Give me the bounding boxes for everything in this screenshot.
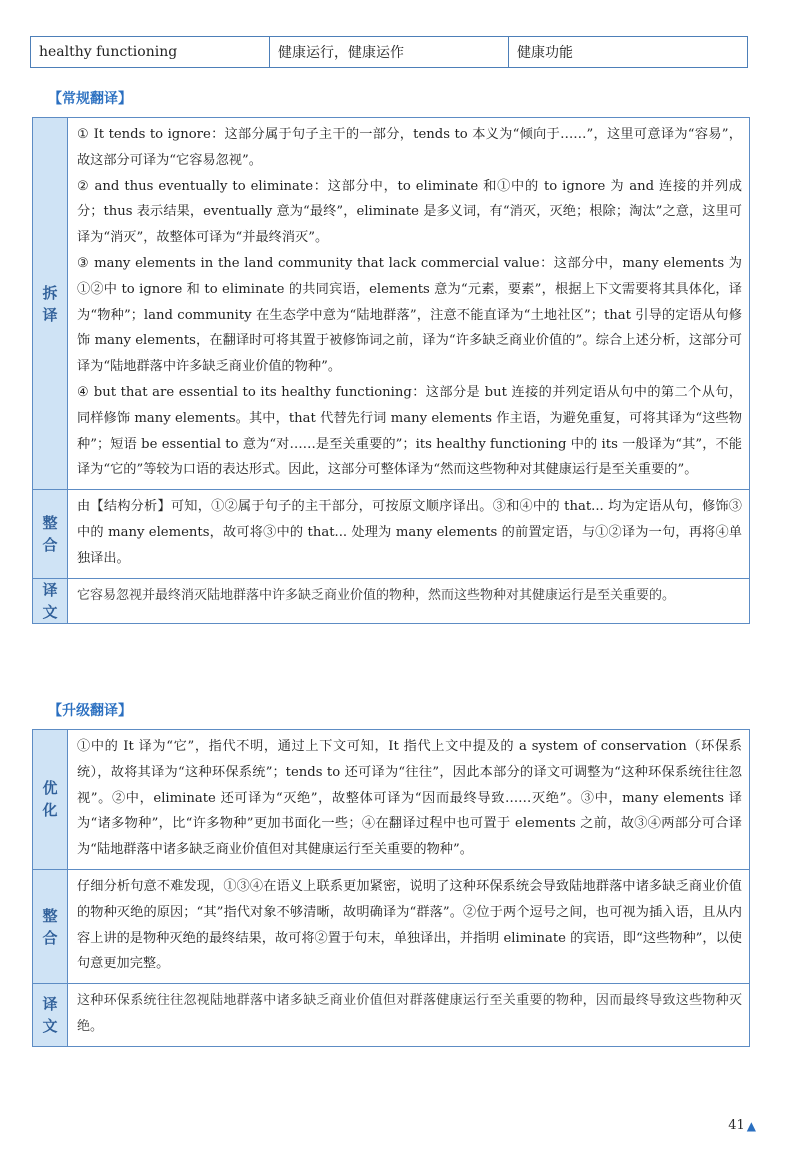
table-row	[31, 37, 748, 68]
label-char: 拆	[42, 283, 58, 302]
label-char: 优	[42, 779, 58, 798]
label-chaiyi	[33, 118, 68, 489]
chaiyi-paragraph-1: ① It tends to ignore：这部分属于句子主干的一部分，tends to 本义为“倾向于……”，这里可意译为“容易”，故这部分可译为“它容易忽视”。	[77, 127, 742, 168]
vocab-translation-2: 健康功能	[509, 37, 748, 68]
youhua-text: ①中的 It 译为“它”，指代不明，通过上下文可知，It 指代上文中提及的 a system of conservation（环保系统），故将其译为“这种环保系统”；tends to 还可译为“往往”，因此本部分的译文可调整为“这种环保系统往往忽视”。②中，eliminate 还可译为“灭绝”，故整体可译为“因而最终导致……灭绝”。③中，many elements 译为“诸多物种”，比“许多物种”更加书面化一些；④在翻译过程中也可置于 elements 之前，故③④两部分可合译为“陆地群落中诸多缺乏商业价值但对其健康运行至关重要的物种”。	[77, 739, 742, 858]
chaiyi-paragraph-2: ② and thus eventually to eliminate：这部分中，to eliminate 和①中的 to ignore 为 and 连接的并列成分；thus 表示结果，eventually 意为“最终”，eliminate 是多义词，有“消灭，灭绝；根除；淘汰”之意，这里可译为“消灭”，故整体可译为“并最终消灭”。	[77, 178, 742, 246]
label-char: 整	[42, 906, 58, 925]
label-youhua	[33, 730, 68, 869]
row-yiwen-upgrade	[33, 984, 749, 1046]
label-char: 译	[42, 994, 58, 1013]
zhenghe-text: 由【结构分析】可知，①②属于句子的主干部分，可按原文顺序译出。③和④中的 that... 均为定语从句，修饰③中的 many elements，故可将③中的 that... 处理为 many elements 的前置定语，与①②译为一句，再将④单独译出。	[77, 499, 742, 566]
zhenghe-upgrade-text: 仔细分析句意不难发现，①③④在语义上联系更加紧密，说明了这种环保系统会导致陆地群落中诸多缺乏商业价值的物种灭绝的原因；“其”指代对象不够清晰，故明确译为“群落”。②位于两个逗号之间，也可视为插入语，且从内容上讲的是物种灭绝的最终结果，故可将②置于句末，单独译出，并指明 eliminate 的宾语，即“这些物种”，以使句意更加完整。	[77, 878, 742, 972]
vocab-table	[30, 36, 748, 68]
zhenghe-content	[68, 490, 749, 577]
label-yiwen	[33, 579, 68, 623]
page-footer	[728, 1118, 756, 1133]
label-char: 整	[42, 513, 58, 532]
vocab-translation-1: 健康运行，健康运作	[270, 37, 509, 68]
zhenghe-upgrade-content	[68, 870, 749, 983]
chaiyi-paragraph-4: ④ but that are essential to its healthy functioning：这部分是 but 连接的并列定语从句中的第二个从句，同样修饰 many elements。其中，that 代替先行词 many elements 作主语，为避免重复，可将其译为“这些物种”；短语 be essential to 意为“对……是至关重要的”；its healthy functioning 中的 its 一般译为“其”，不能译为“它的”等较为口语的表达形式。因此，这部分可整体译为“然而这些物种对其健康运行是至关重要的”。	[77, 384, 742, 478]
yiwen-upgrade-content	[68, 984, 749, 1046]
vocab-term: healthy functioning	[31, 37, 270, 68]
yiwen-content	[68, 579, 749, 623]
label-char: 文	[42, 1016, 58, 1035]
label-char: 译	[42, 305, 58, 324]
row-zhenghe-upgrade	[33, 870, 749, 984]
chaiyi-paragraph-3: ③ many elements in the land community that lack commercial value：这部分中，many elements 为①②中 to ignore 和 to eliminate 的共同宾语，elements 意为“元素，要素”，根据上下文需要将其具体化，译为“物种”；land community 在生态学中意为“陆地群落”，注意不能直译为“土地社区”；that 引导的定语从句修饰 many elements，在翻译时可将其置于被修饰词之前，译为“许多缺乏商业价值的”。综合上述分析，这部分可译为“陆地群落中许多缺乏商业价值的物种”。	[77, 255, 742, 375]
page-number: 41	[728, 1118, 745, 1133]
section-title-regular: 【常规翻译】	[48, 91, 132, 107]
label-char: 合	[42, 928, 58, 947]
row-youhua	[33, 730, 749, 870]
label-char: 化	[42, 801, 58, 820]
graduation-cap-icon: ▲	[746, 1118, 756, 1133]
label-yiwen-upgrade	[33, 984, 68, 1046]
label-char: 合	[42, 535, 58, 554]
yiwen-text: 它容易忽视并最终消灭陆地群落中许多缺乏商业价值的物种，然而这些物种对其健康运行是至关重要的。	[77, 587, 676, 603]
row-chaiyi	[33, 118, 749, 490]
label-char: 译	[42, 580, 58, 599]
row-yiwen	[33, 579, 749, 623]
upgrade-translation-panel	[32, 729, 750, 1047]
section-title-upgrade: 【升级翻译】	[48, 703, 132, 719]
chaiyi-content	[68, 118, 749, 489]
label-zhenghe	[33, 490, 68, 577]
youhua-content	[68, 730, 749, 869]
label-zhenghe-upgrade	[33, 870, 68, 983]
yiwen-upgrade-text: 这种环保系统往往忽视陆地群落中诸多缺乏商业价值但对群落健康运行至关重要的物种，因而最终导致这些物种灭绝。	[77, 993, 742, 1034]
row-zhenghe	[33, 490, 749, 578]
regular-translation-panel	[32, 117, 750, 624]
label-char: 文	[42, 602, 58, 621]
